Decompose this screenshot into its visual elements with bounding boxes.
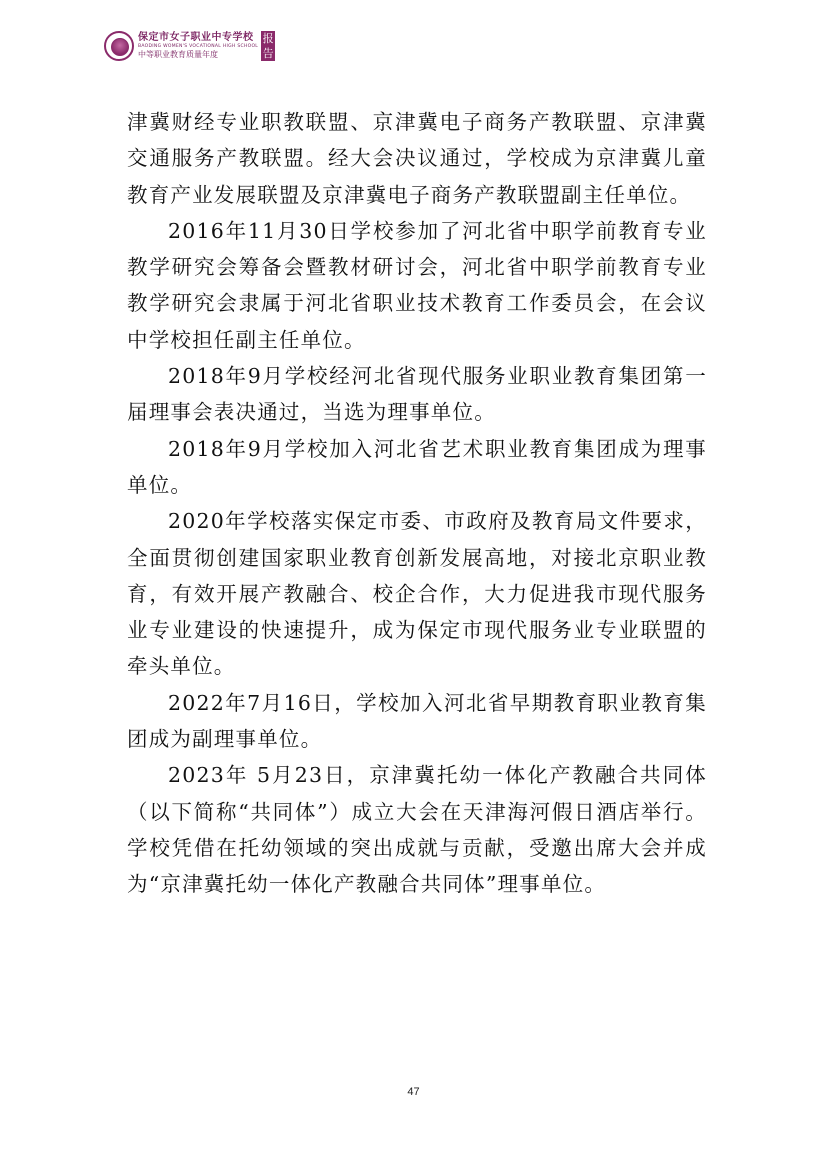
seal-emblem [111, 38, 129, 56]
body-text [127, 104, 707, 903]
school-name-en: BAODING WOMEN'S VOCATIONAL HIGH SCHOOL [138, 43, 259, 49]
report-header [104, 30, 275, 62]
report-title: 中等职业教育质量年度 [138, 50, 218, 60]
paragraph: 2020年学校落实保定市委、市政府及教育局文件要求，全面贯彻创建国家职业教育创新发展高地，对接北京职业教育，有效开展产教融合、校企合作，大力促进我市现代服务业专业建设的快速提升，成为保定市现代服务业专业联盟的牵头单位。 [127, 509, 707, 679]
paragraph: 2018年9月学校经河北省现代服务业职业教育集团第一届理事会表决通过，当选为理事单位。 [127, 364, 707, 425]
paragraph: 2022年7月16日，学校加入河北省早期教育职业教育集团成为副理事单位。 [127, 690, 707, 752]
school-seal-icon [104, 31, 134, 61]
report-badge: 报告 [262, 32, 274, 60]
paragraph: 2023年 5月23日，京津冀托幼一体化产教融合共同体（以下简称“共同体”）成立大会在天津海河假日酒店举行。学校凭借在托幼领域的突出成就与贡献，受邀出席大会并成为“京津冀托幼一体化产教融合共同体”理事单位。 [127, 763, 707, 897]
page-number: 47 [407, 1086, 420, 1098]
paragraph: 2016年11月30日学校参加了河北省中职学前教育专业教学研究会筹备会暨教材研讨会，河北省中职学前教育专业教学研究会隶属于河北省职业技术教育工作委员会，在会议中学校担任副主任单位。 [127, 218, 707, 352]
school-name: 保定市女子职业中专学校 [138, 31, 254, 43]
school-logo-text [138, 33, 258, 60]
paragraph: 2018年9月学校加入河北省艺术职业教育集团成为理事单位。 [127, 436, 707, 497]
paragraph: 津冀财经专业职教联盟、京津冀电子商务产教联盟、京津冀交通服务产教联盟。经大会决议通过，学校成为京津冀儿童教育产业发展联盟及京津冀电子商务产教联盟副主任单位。 [127, 110, 707, 207]
